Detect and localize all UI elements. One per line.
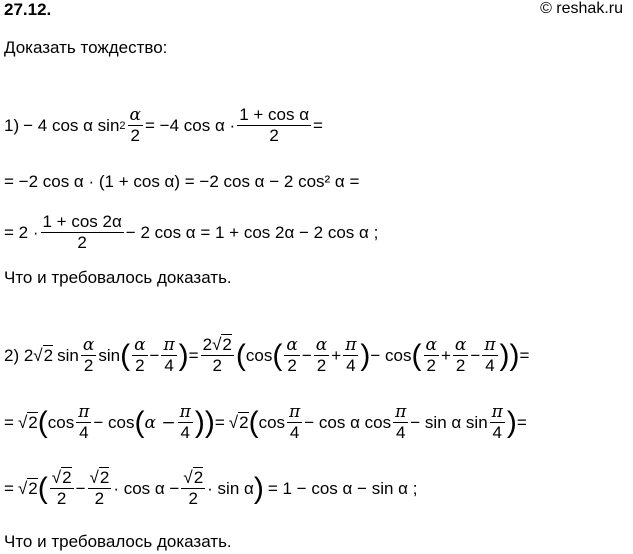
paren-open-2: ( bbox=[235, 338, 246, 372]
frac-sqrt2-2c: $\frac{√2}{2}$ bbox=[183, 468, 204, 508]
sqrt-2b: 2 bbox=[28, 413, 38, 432]
sqrt-2d: 2 bbox=[28, 479, 38, 498]
part1-line1: 1) − 4 cos α sin 2 $\frac{\alpha}{2}$ = −4 cos α · $\frac{\text{1 + cos α}}{2}$ = bbox=[4, 105, 323, 145]
frac-pi-4: $\frac{\pi}{4}$ bbox=[163, 335, 175, 375]
part2-line2: = √ 2 ( cos $\frac{\pi}{4}$ − cos ( α − $\frac{\pi}{4}$ )) = √ 2 ( cos $\frac{\pi}{4}$ − cos α cos $\frac{\pi}{4}$ − sin α sin $\frac{\pi}{4}$ ) = bbox=[4, 402, 527, 442]
cos-1: cos bbox=[245, 345, 273, 365]
frac-pi-4e: $\frac{\pi}{4}$ bbox=[179, 402, 191, 442]
minus: − bbox=[149, 345, 160, 365]
paren-close-6: )) bbox=[194, 405, 215, 439]
minus-2: − bbox=[301, 345, 312, 365]
minus-cos: − cos bbox=[370, 345, 412, 365]
minus-3: − bbox=[470, 345, 481, 365]
frac-pi-4d: $\frac{\pi}{4}$ bbox=[78, 402, 90, 442]
part1-l3-post: − 2 cos α = 1 + cos 2α − 2 cos α ; bbox=[125, 222, 379, 242]
task-title: Доказать тождество: bbox=[4, 38, 168, 57]
frac-sqrt2-2a: $\frac{√2}{2}$ bbox=[51, 468, 72, 508]
eq-end: = bbox=[519, 345, 530, 365]
frac-2sqrt2-2: $\frac{2√2}{2}$ bbox=[202, 335, 232, 375]
sqrt-2c: 2 bbox=[239, 413, 249, 432]
frac-pi-4c: $\frac{\pi}{4}$ bbox=[484, 335, 496, 375]
eq-2: = bbox=[214, 412, 225, 432]
frac-a-2d: $\frac{\alpha}{2}$ bbox=[315, 335, 328, 375]
cos-3: cos bbox=[258, 412, 286, 432]
paren-open-8: ( bbox=[37, 471, 48, 505]
paren-open-4: ( bbox=[411, 338, 422, 372]
frac-a-2: $\frac{\alpha}{2}$ bbox=[82, 335, 95, 375]
part2-conclusion: Что и требовалось доказать. bbox=[4, 532, 232, 551]
plus-2: + bbox=[440, 345, 451, 365]
paren-close-4: )) bbox=[499, 338, 520, 372]
part1-line2: = −2 cos α · (1 + cos α) = −2 cos α − 2 cos² α = bbox=[4, 172, 360, 191]
paren-close-3: ) bbox=[360, 338, 371, 372]
sin-2: sin bbox=[98, 345, 121, 365]
frac-a-2b: $\frac{\alpha}{2}$ bbox=[134, 335, 146, 375]
sin-term: · sin α bbox=[207, 478, 254, 498]
part1-conclusion: Что и требовалось доказать. bbox=[4, 268, 232, 287]
cos-2: cos bbox=[47, 412, 75, 432]
paren-open-7: ( bbox=[248, 405, 259, 439]
frac-pi-4g: $\frac{\pi}{4}$ bbox=[395, 402, 407, 442]
minus-4: − bbox=[75, 478, 86, 498]
paren-close: ) bbox=[178, 338, 189, 372]
part1-lhs: − 4 cos α sin bbox=[23, 115, 120, 135]
part1-l3-pre: = 2 · bbox=[4, 222, 39, 242]
frac-a-2e: $\frac{\alpha}{2}$ bbox=[425, 335, 437, 375]
part1-eq1: = −4 cos α · bbox=[145, 115, 236, 135]
minus-cos-2: − cos bbox=[93, 412, 135, 432]
part2-label: 2) 2 bbox=[4, 345, 34, 365]
frac-sqrt2-2b: $\frac{√2}{2}$ bbox=[89, 468, 110, 508]
part2-line1: 2) 2 √ 2 sin $\frac{\alpha}{2}$ sin ( $\frac{\alpha}{2}$ − $\frac{\pi}{4}$ ) = $\frac{2√2}{2}$ ( cos ( $\frac{\alpha}{2}$ − $\frac{\alpha}{2}$ + $\frac{\pi}{4}$ ) − cos ( $\frac{\alpha}{2}$ + $\frac{\alpha}{2}$ − $\frac{\pi}{4}$ )) = bbox=[4, 335, 530, 375]
eq: = bbox=[188, 345, 199, 365]
paren-open-3: ( bbox=[272, 338, 283, 372]
paren-close-8: ) bbox=[253, 471, 264, 505]
cos-term: · cos α − bbox=[113, 478, 180, 498]
frac-pi-4f: $\frac{\pi}{4}$ bbox=[289, 402, 301, 442]
frac-pi-4h: $\frac{\pi}{4}$ bbox=[491, 402, 503, 442]
l3-pre: = bbox=[4, 478, 14, 498]
minus-sin-sin: − sin α sin bbox=[410, 412, 488, 432]
fraction-alpha-2: $\frac{\alpha}{2}$ bbox=[129, 105, 142, 145]
fraction-1-plus-cos2a: $\frac{1 + \cos 2\alpha}{2}$ bbox=[42, 212, 122, 252]
part1-label: 1) bbox=[4, 115, 20, 135]
watermark: © reshak.ru bbox=[540, 0, 623, 17]
fraction-1-plus-cos: $\frac{\text{1 + cos α}}{2}$ bbox=[239, 105, 310, 145]
part2-line3: = √ 2 ( $\frac{√2}{2}$ − $\frac{√2}{2}$ · cos α − $\frac{√2}{2}$ · sin α ) = 1 − cos α − sin α ; bbox=[4, 468, 418, 508]
eq-end-2: = bbox=[516, 412, 527, 432]
frac-a-2c: $\frac{\alpha}{2}$ bbox=[286, 335, 298, 375]
paren-open-6: ( bbox=[134, 405, 145, 439]
problem-number: 27.12. bbox=[4, 0, 52, 19]
frac-pi-4b: $\frac{\pi}{4}$ bbox=[345, 335, 357, 375]
sin-1: sin bbox=[57, 345, 79, 365]
paren-close-7: ) bbox=[506, 405, 517, 439]
l2-pre: = bbox=[4, 412, 14, 432]
paren-open-5: ( bbox=[37, 405, 48, 439]
part1-line3 bbox=[4, 212, 378, 253]
plus-1: + bbox=[331, 345, 342, 365]
alpha-minus: α − bbox=[144, 412, 176, 433]
sqrt-2: 2 bbox=[43, 346, 54, 365]
paren-open: ( bbox=[120, 338, 131, 372]
result: = 1 − cos α − sin α ; bbox=[267, 478, 418, 498]
part1-eq2: = bbox=[313, 115, 323, 135]
frac-a-2f: $\frac{\alpha}{2}$ bbox=[454, 335, 467, 375]
minus-cos-cos: − cos α cos bbox=[304, 412, 392, 432]
